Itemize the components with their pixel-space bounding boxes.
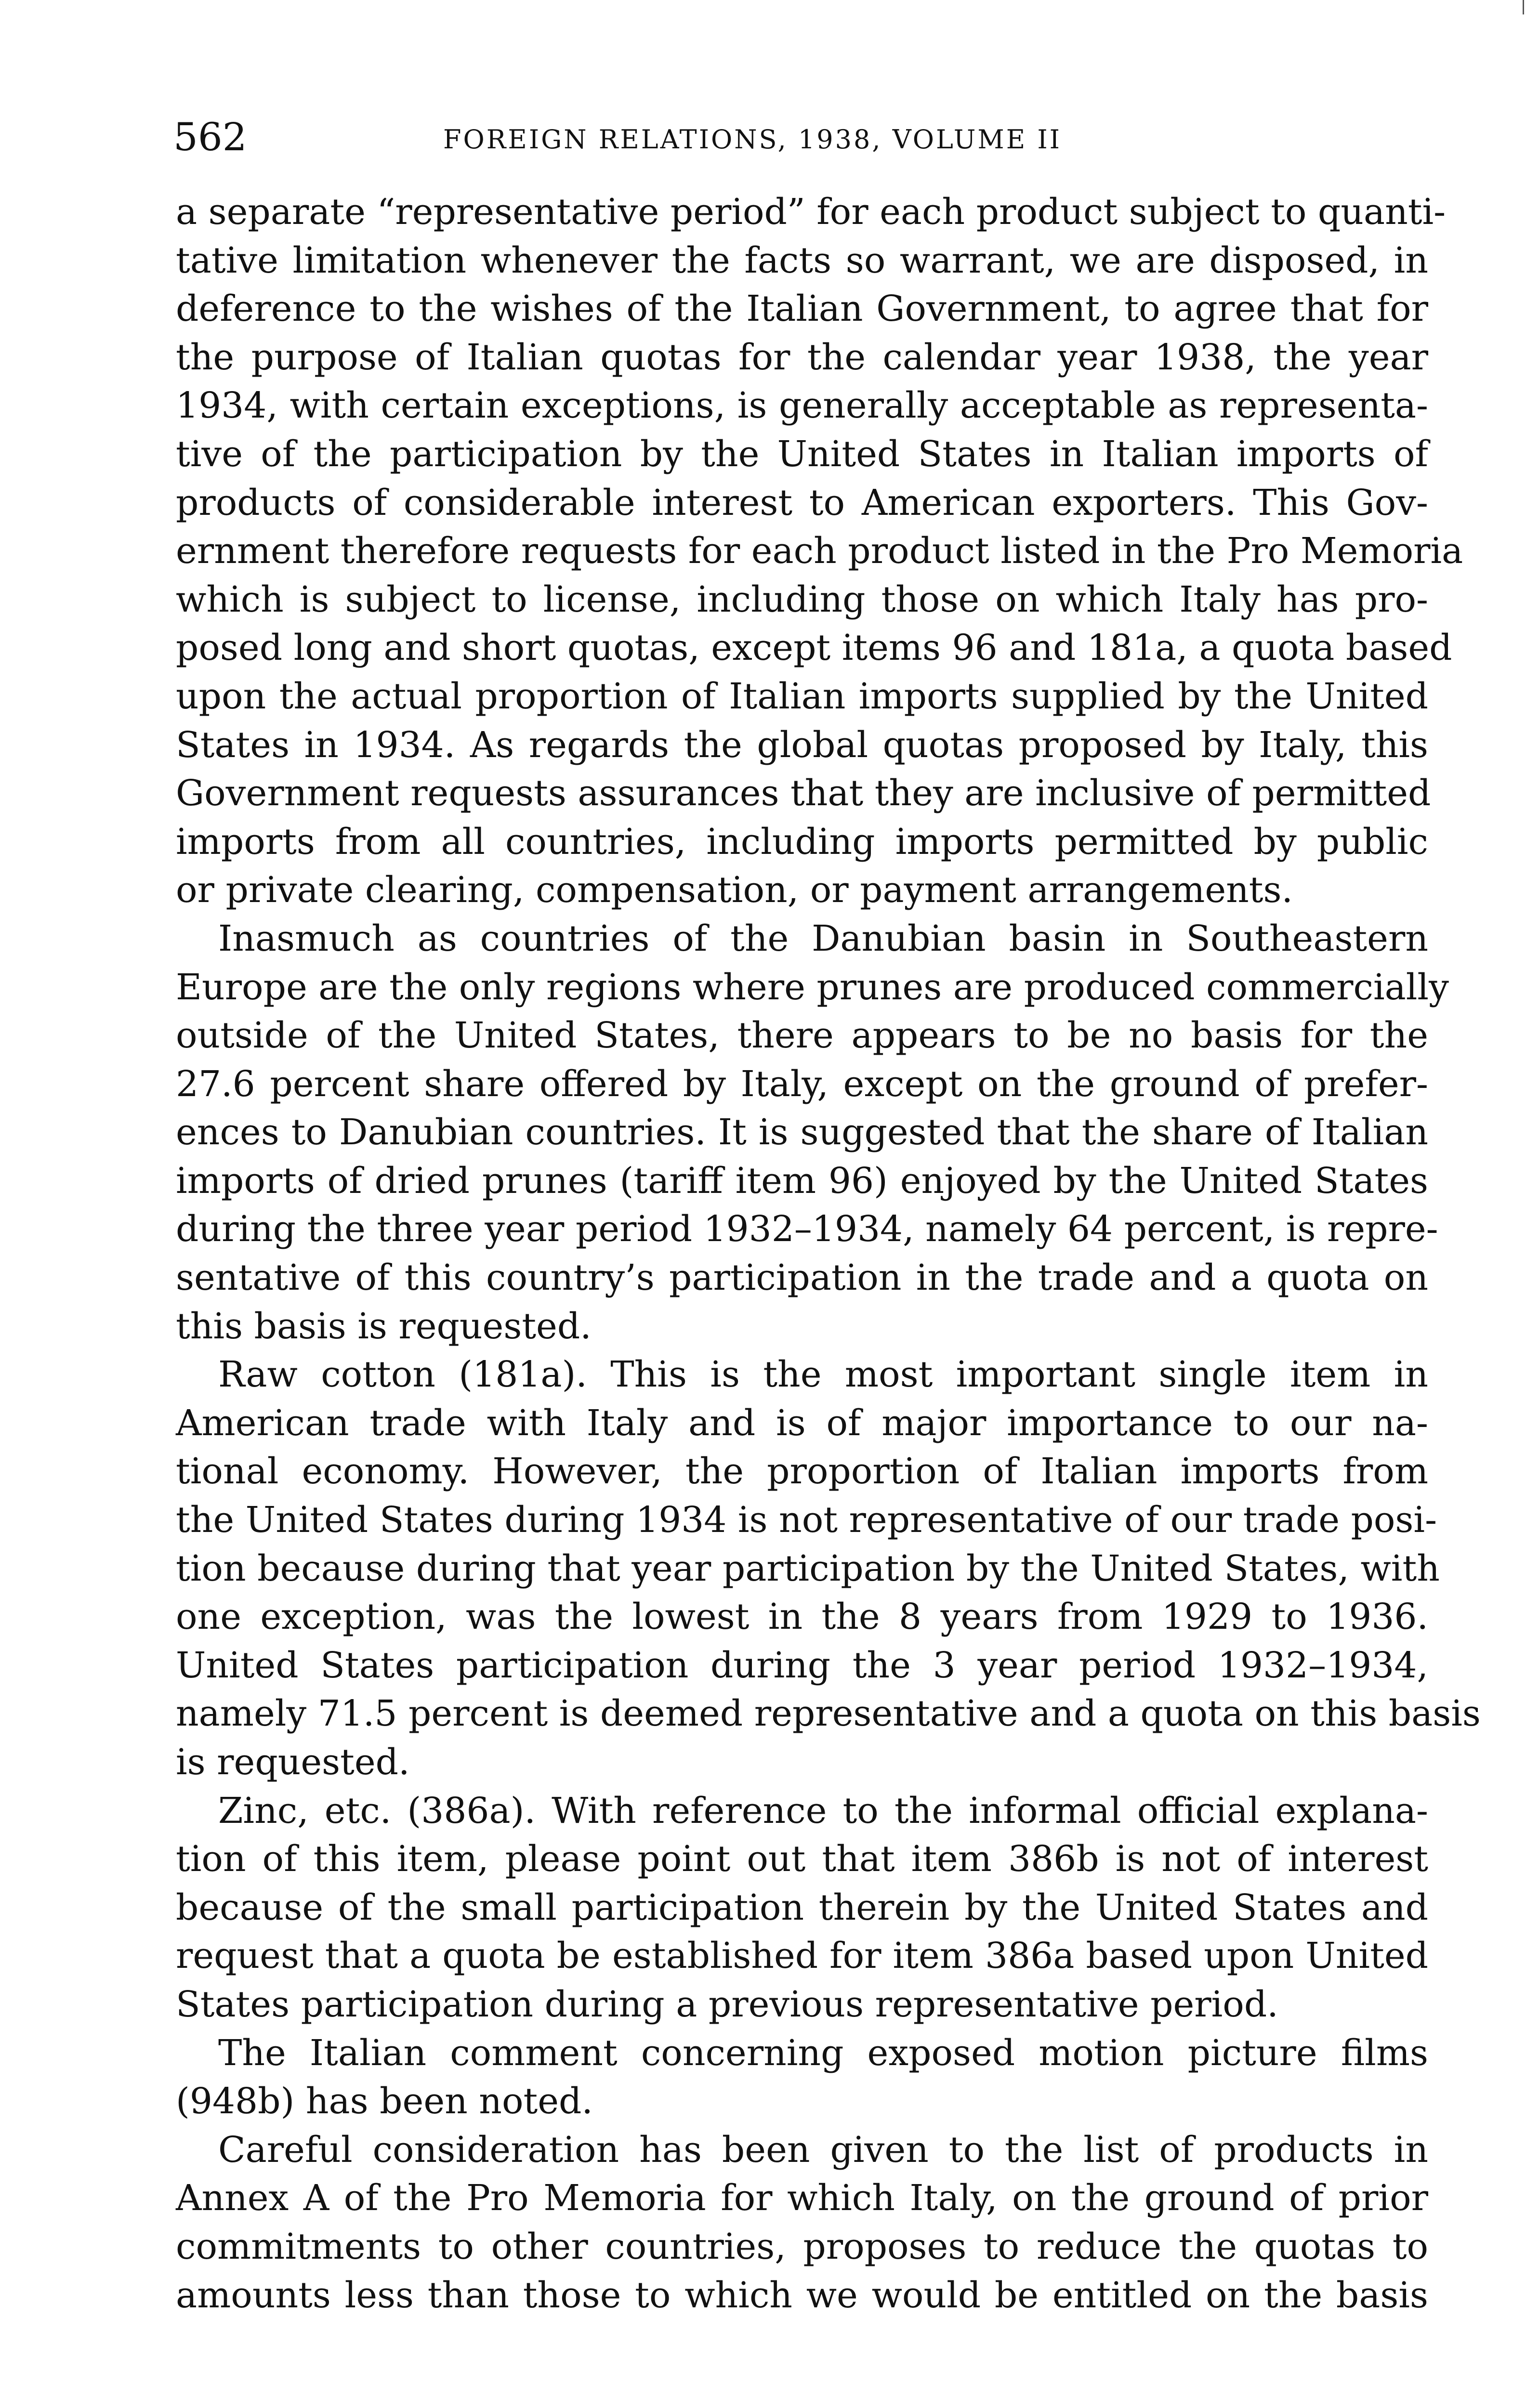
text-line: Careful consideration has been given to the list of products in: [218, 2129, 1428, 2171]
text-line: Inasmuch as countries of the Danubian basin in Southeastern: [218, 917, 1428, 959]
text-line: ernment therefore requests for each product listed in the Pro Memoria: [176, 530, 1463, 572]
text-line: (948b) has been noted.: [176, 2081, 593, 2122]
text-line: upon the actual proportion of Italian imports supplied by the United: [176, 675, 1428, 717]
text-line: tive of the participation by the United States in Italian imports of: [176, 433, 1428, 475]
text-line: tion of this item, please point out that item 386b is not of interest: [176, 1838, 1428, 1880]
text-line: outside of the United States, there appears to be no basis for the: [176, 1015, 1428, 1057]
text-line: because of the small participation therein by the United States and: [176, 1886, 1428, 1928]
text-line: the United States during 1934 is not representative of our trade posi-: [176, 1499, 1437, 1541]
text-line: this basis is requested.: [176, 1305, 592, 1347]
text-line: during the three year period 1932–1934, namely 64 percent, is repre-: [176, 1208, 1438, 1250]
text-line: products of considerable interest to American exporters. This Gov-: [176, 482, 1428, 523]
text-line: Raw cotton (181a). This is the most important single item in: [218, 1354, 1428, 1396]
text-line: deference to the wishes of the Italian Government, to agree that for: [176, 288, 1428, 330]
text-line: imports of dried prunes (tariff item 96) enjoyed by the United States: [176, 1160, 1428, 1202]
text-line: posed long and short quotas, except items 96 and 181a, a quota based: [176, 627, 1452, 669]
text-line: Zinc, etc. (386a). With reference to the informal official explana-: [218, 1790, 1428, 1832]
text-line: Annex A of the Pro Memoria for which Italy, on the ground of prior: [176, 2177, 1428, 2219]
text-line: sentative of this country’s participation in the trade and a quota on: [176, 1257, 1428, 1299]
text-line: namely 71.5 percent is deemed representative and a quota on this basis: [176, 1693, 1481, 1735]
text-line: tional economy. However, the proportion of Italian imports from: [176, 1451, 1428, 1492]
text-line: 1934, with certain exceptions, is generally acceptable as representa-: [176, 385, 1428, 427]
text-line: States participation during a previous representative period.: [176, 1983, 1278, 2025]
text-line: imports from all countries, including imports permitted by public: [176, 821, 1428, 863]
text-line: request that a quota be established for item 386a based upon United: [176, 1935, 1428, 1977]
text-line: tion because during that year participation by the United States, with: [176, 1547, 1440, 1589]
page-header: [173, 111, 1426, 164]
text-line: is requested.: [176, 1741, 410, 1783]
page-number: 562: [173, 115, 247, 159]
text-line: ences to Danubian countries. It is suggested that the share of Italian: [176, 1112, 1428, 1153]
scan-corner-mark: [1523, 0, 1524, 14]
text-line: Government requests assurances that they are inclusive of permitted: [176, 772, 1431, 814]
text-line: Europe are the only regions where prunes are produced commercially: [176, 966, 1449, 1008]
text-line: amounts less than those to which we would be entitled on the basis: [176, 2274, 1428, 2316]
running-head: FOREIGN RELATIONS, 1938, VOLUME II: [443, 124, 1062, 155]
text-line: States in 1934. As regards the global quotas proposed by Italy, this: [176, 724, 1428, 766]
text-line: commitments to other countries, proposes to reduce the quotas to: [176, 2225, 1428, 2267]
body-text: [176, 188, 1481, 2319]
text-line: 27.6 percent share offered by Italy, except on the ground of prefer-: [176, 1063, 1428, 1105]
text-line: The Italian comment concerning exposed motion picture films: [218, 2032, 1428, 2074]
text-line: tative limitation whenever the facts so warrant, we are disposed, in: [176, 239, 1428, 281]
text-line: the purpose of Italian quotas for the calendar year 1938, the year: [176, 336, 1428, 378]
text-line: United States participation during the 3 year period 1932–1934,: [176, 1644, 1428, 1686]
text-line: which is subject to license, including those on which Italy has pro-: [176, 578, 1428, 620]
text-line: American trade with Italy and is of major importance to our na-: [176, 1402, 1428, 1444]
text-line: or private clearing, compensation, or payment arrangements.: [176, 869, 1293, 911]
text-line: a separate “representative period” for each product subject to quanti-: [176, 191, 1446, 233]
text-line: one exception, was the lowest in the 8 years from 1929 to 1936.: [176, 1596, 1428, 1638]
